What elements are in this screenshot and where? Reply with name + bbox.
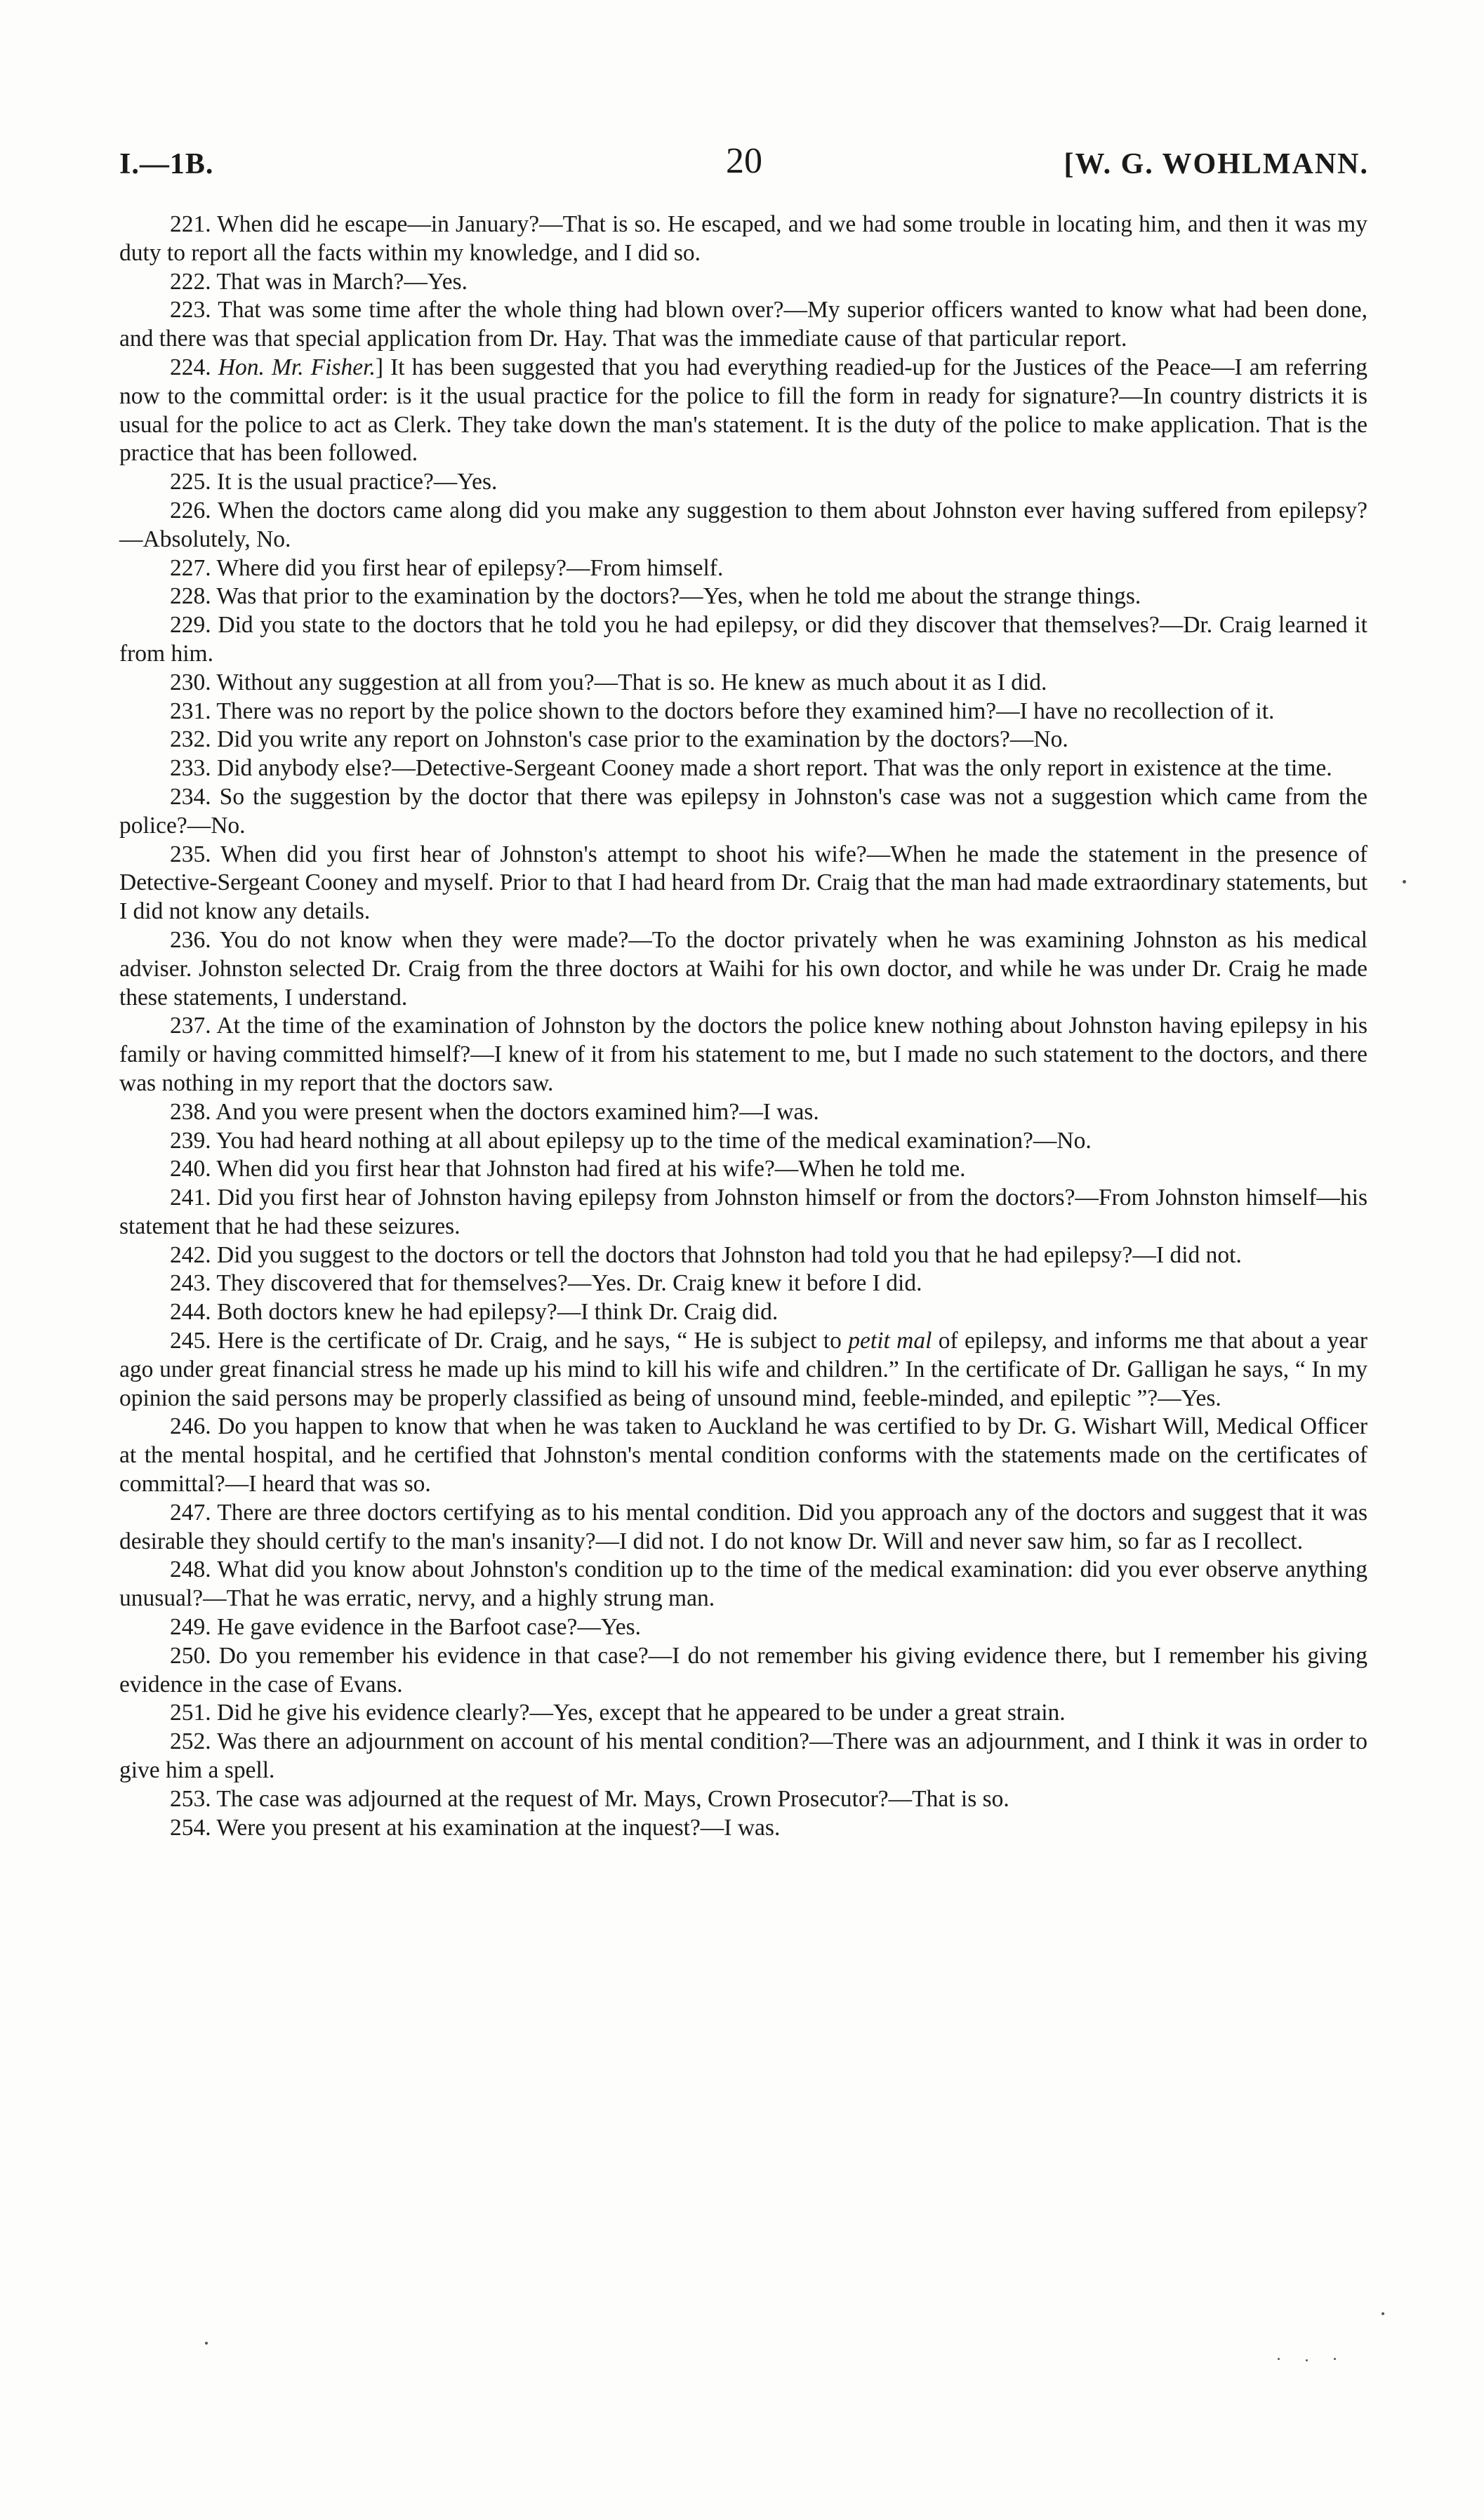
page-header xyxy=(119,140,1369,196)
paragraph-222: 222. That was in March?—Yes. xyxy=(170,268,468,295)
paragraph-251: 251. Did he give his evidence clearly?—Yes, except that he appeared to be under a great strain. xyxy=(170,1700,1066,1726)
scan-speck xyxy=(1403,880,1406,884)
paragraph-252: 252. Was there an adjournment on account of his mental condition?—There was an adjournment, and I think it was in order to give him a spell. xyxy=(119,1728,1367,1784)
paragraph-230: 230. Without any suggestion at all from you?—That is so. He knew as much about it as I did. xyxy=(170,669,1047,695)
paragraph-225: 225. It is the usual practice?—Yes. xyxy=(170,469,498,495)
paragraph-246: 246. Do you happen to know that when he was taken to Auckland he was certified to by Dr. G. Wishart Will, Medical Officer at the mental hospital, and he certified that Johnston's mental condition conforms with the statements made on the certificates of committal?—I heard that was so. xyxy=(119,1413,1367,1498)
paragraph-226: 226. When the doctors came along did you make any suggestion to them about Johnston ever having suffered from epilepsy?—Absolutely, No. xyxy=(119,497,1367,552)
paragraph-text: ] It has been suggested that you had everything readied-up for the Justices of the Peace—I am referring now to the committal order: is it the usual practice for the police to fill the form in ready for signature?—In country districts it is usual for the police to act as Clerk. They take down the man's statement. It is the duty of the police to make application. That is the practice that has been followed. xyxy=(119,354,1367,467)
paragraph-243: 243. They discovered that for themselves?—Yes. Dr. Craig knew it before I did. xyxy=(170,1270,922,1297)
italic-term: petit mal xyxy=(848,1328,932,1354)
paragraph-250: 250. Do you remember his evidence in that case?—I do not remember his giving evidence there, but I remember his giving evidence in the case of Evans. xyxy=(119,1642,1367,1698)
scan-speck xyxy=(1306,2359,1308,2361)
scan-speck xyxy=(1278,2358,1280,2360)
paragraph-234: 234. So the suggestion by the doctor that there was epilepsy in Johnston's case was not a suggestion which came from the police?—No. xyxy=(119,783,1367,839)
paragraph-lead: 224. xyxy=(170,354,218,380)
scan-speck xyxy=(1382,2312,1384,2315)
page-number: 20 xyxy=(726,141,762,181)
paragraph-240: 240. When did you first hear that Johnston had fired at his wife?—When he told me. xyxy=(170,1156,966,1182)
scan-speck xyxy=(205,2342,208,2345)
paragraph-228: 228. Was that prior to the examination by the doctors?—Yes, when he told me about the strange things. xyxy=(170,583,1141,610)
paragraph-237: 237. At the time of the examination of Johnston by the doctors the police knew nothing about Johnston having epilepsy in his family or having committed himself?—I knew of it from his statement to me, but I made no such statement to the doctors, and there was nothing in my report that the doctors saw. xyxy=(119,1013,1367,1096)
paragraph-232: 232. Did you write any report on Johnston's case prior to the examination by the doctors?—No. xyxy=(170,726,1068,753)
speaker-name: Hon. Mr. Fisher. xyxy=(218,354,376,380)
paragraph-248: 248. What did you know about Johnston's condition up to the time of the medical examination: did you ever observe anything unusual?—That he was erratic, nervy, and a highly strung man. xyxy=(119,1556,1367,1612)
paragraph-221: 221. When did he escape—in January?—That is so. He escaped, and we had some trouble in locating him, and then it was my duty to report all the facts within my knowledge, and I did so. xyxy=(119,211,1367,266)
paragraph-244: 244. Both doctors knew he had epilepsy?—I think Dr. Craig did. xyxy=(170,1299,779,1326)
paragraph-253: 253. The case was adjourned at the request of Mr. Mays, Crown Prosecutor?—That is so. xyxy=(170,1785,1009,1812)
paragraph-229: 229. Did you state to the doctors that he told you he had epilepsy, or did they discover that themselves?—Dr. Craig learned it from him. xyxy=(119,612,1367,667)
paragraph-227: 227. Where did you first hear of epilepsy?—From himself. xyxy=(170,554,724,581)
header-reference: I.—1B. xyxy=(119,148,214,180)
paragraph-223: 223. That was some time after the whole thing had blown over?—My superior officers wanted to know what had been done, and there was that special application from Dr. Hay. That was the immediate cause of that particular report. xyxy=(119,297,1367,352)
paragraph-238: 238. And you were present when the doctors examined him?—I was. xyxy=(170,1098,819,1125)
paragraph-236: 236. You do not know when they were made?—To the doctor privately when he was examining Johnston as his medical adviser. Johnston selected Dr. Craig from the three doctors at Waihi for his own doctor, and while he was under Dr. Craig he made these statements, I understand. xyxy=(119,926,1367,1011)
paragraph-241: 241. Did you first hear of Johnston having epilepsy from Johnston himself or from the doctors?—From Johnston himself—his statement that he had these seizures. xyxy=(119,1185,1367,1239)
paragraph-224 xyxy=(119,354,1367,468)
paragraph-245 xyxy=(119,1327,1367,1413)
paragraph-235: 235. When did you first hear of Johnston's attempt to shoot his wife?—When he made the statement in the presence of Detective-Sergeant Cooney and myself. Prior to that I had heard from Dr. Craig that the man had made extraordinary statements, but I did not know any details. xyxy=(119,841,1367,925)
header-witness-name: [W. G. WOHLMANN. xyxy=(1064,148,1369,180)
paragraph-lead: 245. Here is the certificate of Dr. Craig, and he says, “ He is subject to xyxy=(170,1328,849,1354)
paragraph-text: of epilepsy, and informs me that about a year ago under great financial stress he made up his mind to kill his wife and children.” In the certificate of Dr. Galligan he says, “ In my opinion the said persons may be properly classified as being of unsound mind, feeble-minded, and epileptic ”?—Yes. xyxy=(119,1328,1367,1411)
paragraph-249: 249. He gave evidence in the Barfoot case?—Yes. xyxy=(170,1614,642,1641)
paragraph-231: 231. There was no report by the police shown to the doctors before they examined him?—I have no recollection of it. xyxy=(170,698,1275,724)
paragraph-254: 254. Were you present at his examination at the inquest?—I was. xyxy=(170,1814,781,1841)
paragraph-233: 233. Did anybody else?—Detective-Sergeant Cooney made a short report. That was the only report in existence at the time. xyxy=(170,755,1332,782)
document-body xyxy=(119,211,1367,1842)
scan-speck xyxy=(1334,2358,1336,2360)
paragraph-239: 239. You had heard nothing at all about epilepsy up to the time of the medical examination?—No. xyxy=(170,1127,1092,1154)
paragraph-247: 247. There are three doctors certifying as to his mental condition. Did you approach any of the doctors and suggest that it was desirable they should certify to the man's insanity?—I did not. I do not know Dr. Will and never saw him, so far as I recollect. xyxy=(119,1499,1367,1554)
paragraph-242: 242. Did you suggest to the doctors or tell the doctors that Johnston had told you that he had epilepsy?—I did not. xyxy=(170,1241,1242,1268)
